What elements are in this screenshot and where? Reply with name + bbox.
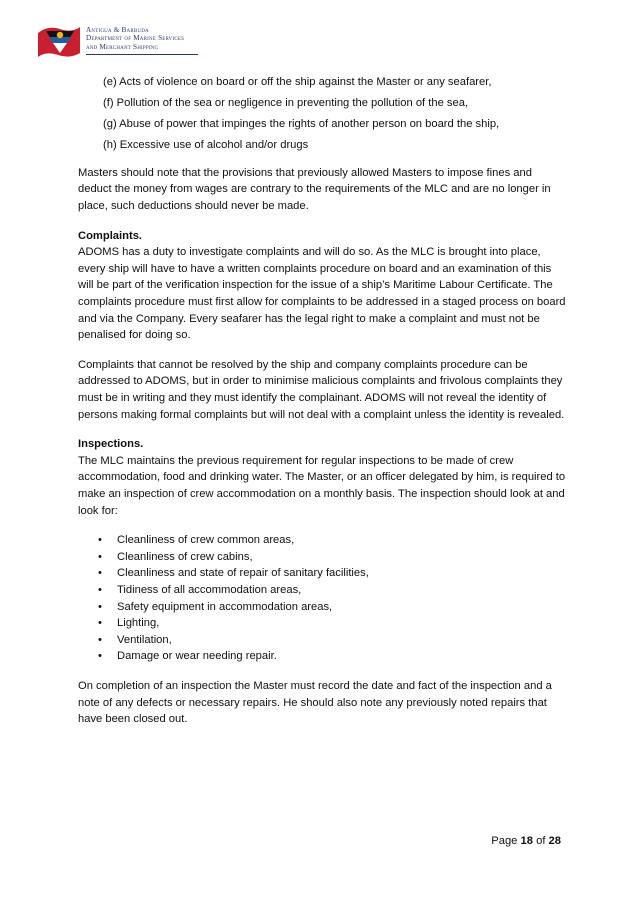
- list-item: • Safety equipment in accommodation areas,: [98, 599, 566, 616]
- bullet-icon: •: [98, 633, 102, 646]
- list-item: (h) Excessive use of alcohol and/or drugs: [103, 139, 309, 152]
- inspection-checklist: [78, 532, 566, 665]
- bullet-icon: •: [98, 617, 102, 630]
- list-item: (f) Pollution of the sea or negligence in preventing the pollution of the sea,: [103, 97, 469, 110]
- list-item: • Lighting,: [98, 615, 566, 632]
- bullet-icon: •: [98, 650, 102, 663]
- inspection-closing-paragraph: On completion of an inspection the Master must record the date and fact of the inspection and a note of any defects or necessary repairs. He should also note any previously noted repairs that have been closed out.: [78, 679, 552, 726]
- offence-list: [78, 74, 566, 154]
- list-item: • Cleanliness and state of repair of sanitary facilities,: [98, 565, 566, 582]
- bullet-icon: •: [98, 550, 102, 563]
- list-item: • Tidiness of all accommodation areas,: [98, 582, 566, 599]
- logo-line-2: Department of Marine Services: [86, 34, 185, 43]
- masters-note-paragraph: Masters should note that the provisions that previously allowed Masters to impose fines and deduct the money from wages are contrary to the requirements of the MLC and are no longer in place, such deductions should never be made.: [78, 166, 551, 213]
- logo-line-1: Antigua & Barbuda: [86, 26, 149, 34]
- list-item: • Cleanliness of crew cabins,: [98, 549, 566, 566]
- inspections-heading: Inspections.: [78, 438, 144, 451]
- list-item: (g) Abuse of power that impinges the rights of another person on board the ship,: [103, 118, 500, 131]
- logo-underline: [86, 54, 198, 55]
- logo-line-3: and Merchant Shipping: [86, 42, 159, 51]
- bullet-icon: •: [98, 534, 102, 547]
- list-item: • Damage or wear needing repair.: [98, 648, 566, 665]
- list-item: (e) Acts of violence on board or off the ship against the Master or any seafarer,: [103, 76, 492, 88]
- list-item: • Ventilation,: [98, 632, 566, 649]
- logo-text: [86, 26, 184, 51]
- list-item: • Cleanliness of crew common areas,: [98, 532, 566, 549]
- page-number: Page 18 of 28: [491, 835, 561, 847]
- complaints-paragraph-2: Complaints that cannot be resolved by the ship and company complaints procedure can be addressed to ADOMS, but in order to minimise malicious complaints and frivolous complaints they must be in writing and they must identify the complainant. ADOMS will not reveal the identity of persons making formal complaints but will not deal with a complaint unless the identity is revealed.: [78, 358, 565, 421]
- flag-emblem-icon: [34, 23, 84, 63]
- page-content: [78, 74, 566, 728]
- bullet-icon: •: [98, 567, 102, 580]
- bullet-icon: •: [98, 583, 102, 596]
- complaints-paragraph-1: ADOMS has a duty to investigate complaints and will do so. As the MLC is brought into place, every ship will have to have a written complaints procedure on board and an examination of this will be part of the verification inspection for the issue of a ship’s Maritime Labour Certificate. The complaints procedure must first allow for complaints to be addressed in a staged process on board and via the Company. Every seafarer has the legal right to make a complaint and must not be penalised for doing so.: [78, 246, 566, 342]
- inspections-intro: The MLC maintains the previous requirement for regular inspections to be made of crew accommodation, food and drinking water. The Master, or an officer delegated by him, is required to make an inspection of crew accommodation on a monthly basis. The inspection should look at and look for:: [78, 454, 566, 517]
- bullet-icon: •: [98, 600, 102, 613]
- complaints-heading: Complaints.: [78, 229, 143, 242]
